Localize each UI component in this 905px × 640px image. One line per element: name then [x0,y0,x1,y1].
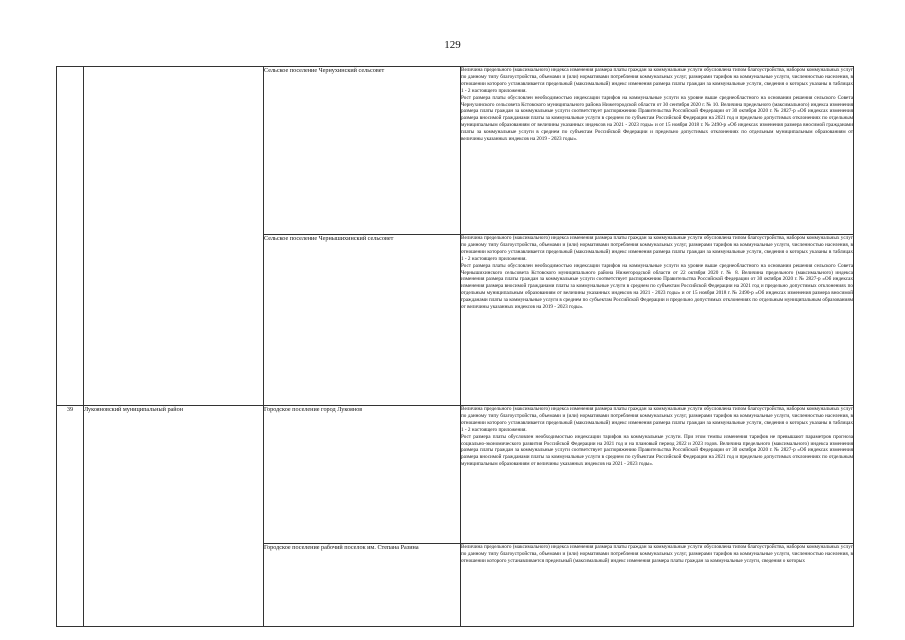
justification-text [461,406,854,544]
table-row [57,67,854,235]
justification-paragraph: Рост размера платы обусловлен необходимостью индексации тарифов на коммунальные услуги на уровне выше среднеобластного на основании решения сельского Совета Чернышихинского сельсовета Кстовского муниципального района Нижегородской области от 22 октября 2020 г. № 8. Величина предельного (максимального) индекса изменения размера платы граждан за коммунальные услуги соответствует распоряжению Правительства Российской Федерации от 30 октября 2020 г. № 2827-р «Об индексах изменения размера вносимой гражданами платы за коммунальные услуги в среднем по субъектам Российской Федерации на 2021 год и предельно допустимых отклонениях по отдельным муниципальным образованиям от величины указанных индексов на 2021 - 2023 годы» и от 15 ноября 2018 г. № 2490-р «Об индексах изменения размера вносимой гражданами платы за коммунальные услуги в среднем по субъектам Российской Федерации и предельно допустимых отклонениях по отдельным муниципальным образованиям от величины указанных индексов на 2019 - 2023 годы». [461,262,853,311]
justification-text [461,235,854,406]
settlement-name: Сельское поселение Чернухинский сельсовет [264,67,461,235]
justification-paragraph: Величина предельного (максимального) индекса изменения размера платы граждан за коммунальные услуги обусловлена типом благоустройства, набором коммунальных услуг по данному типу благоустройства, объемами и (или) нормативами потребления коммунальных услуг, размерами тарифов на коммунальные услуги, численностью населения, в отношении которого устанавливается предельный (максимальный) индекс изменения размера платы граждан за коммунальные услуги, сведения о которых указаны в таблицах 1 - 2 настоящего приложения. [461,406,853,433]
justification-text [461,67,854,235]
row-number: 39 [57,406,84,627]
settlement-name: Городское поселение рабочий поселок им. Степана Разина [264,544,461,627]
row-number [57,67,84,406]
table-row [57,406,854,544]
district-name [84,67,264,406]
justification-paragraph: Рост размера платы обусловлен необходимостью индексации тарифов на коммунальные услуги на уровне выше среднеобластного на основании решения сельского Совета Чернухинского сельсовета Кстовского муниципального района Нижегородской области от 30 сентября 2020 г. № 10. Величина предельного (максимального) индекса изменения размера платы граждан за коммунальные услуги соответствует распоряжению Правительства Российской Федерации от 30 октября 2020 г. № 2827-р «Об индексах изменения размера вносимой гражданами платы за коммунальные услуги в среднем по субъектам Российской Федерации на 2021 год и предельно допустимых отклонениях по отдельным муниципальным образованиям от величины указанных индексов на 2021 - 2023 годы» и от 15 ноября 2018 г. № 2490-р «Об индексах изменения размера вносимой гражданами платы за коммунальные услуги в среднем по субъектам Российской Федерации и предельно допустимых отклонениях по отдельным муниципальным образованиям от величины указанных индексов на 2019 - 2023 годы». [461,94,853,143]
justification-paragraph: Величина предельного (максимального) индекса изменения размера платы граждан за коммунальные услуги обусловлена типом благоустройства, набором коммунальных услуг по данному типу благоустройства, объемами и (или) нормативами потребления коммунальных услуг, размерами тарифов на коммунальные услуги, численностью населения, в отношении которого устанавливается предельный (максимальный) индекс изменения размера платы граждан за коммунальные услуги, сведения о которых указаны в таблицах 1 - 2 настоящего приложения. [461,67,853,94]
justification-paragraph: Величина предельного (максимального) индекса изменения размера платы граждан за коммунальные услуги обусловлена типом благоустройства, набором коммунальных услуг по данному типу благоустройства, объемами и (или) нормативами потребления коммунальных услуг, размерами тарифов на коммунальные услуги, численностью населения, в отношении которого устанавливается предельный (максимальный) индекс изменения размера платы граждан за коммунальные услуги, сведения о которых указаны в таблицах 1 - 2 настоящего приложения. [461,235,853,262]
page-number: 129 [444,39,461,51]
district-name: Лукояновский муниципальный район [84,406,264,627]
settlement-name: Сельское поселение Чернышихинский сельсовет [264,235,461,406]
limit-index-table [56,66,854,627]
justification-text [461,544,854,627]
settlement-name: Городское поселение город Лукоянов [264,406,461,544]
justification-paragraph: Величина предельного (максимального) индекса изменения размера платы граждан за коммунальные услуги обусловлена типом благоустройства, набором коммунальных услуг по данному типу благоустройства, объемами и (или) нормативами потребления коммунальных услуг, размерами тарифов на коммунальные услуги, численностью населения, в отношении которого устанавливается предельный (максимальный) индекс изменения размера платы граждан за коммунальные услуги, сведения о которых [461,544,853,564]
justification-paragraph: Рост размера платы обусловлен необходимостью индексации тарифов на коммунальные услуги. При этом темпы изменения тарифов не превышают параметров прогноза социально-экономического развития Российской Федерации на 2021 год и на плановый период 2022 и 2023 годов. Величина предельного (максимального) индекса изменения размера платы граждан за коммунальные услуги соответствует распоряжению Правительства Российской Федерации от 30 октября 2020 г. № 2827-р «Об индексах изменения размера вносимой гражданами платы за коммунальные услуги в среднем по субъектам Российской Федерации на 2021 год и предельно допустимых отклонениях по отдельным муниципальным образованиям от величины указанных индексов на 2021 - 2023 годы». [461,433,853,468]
